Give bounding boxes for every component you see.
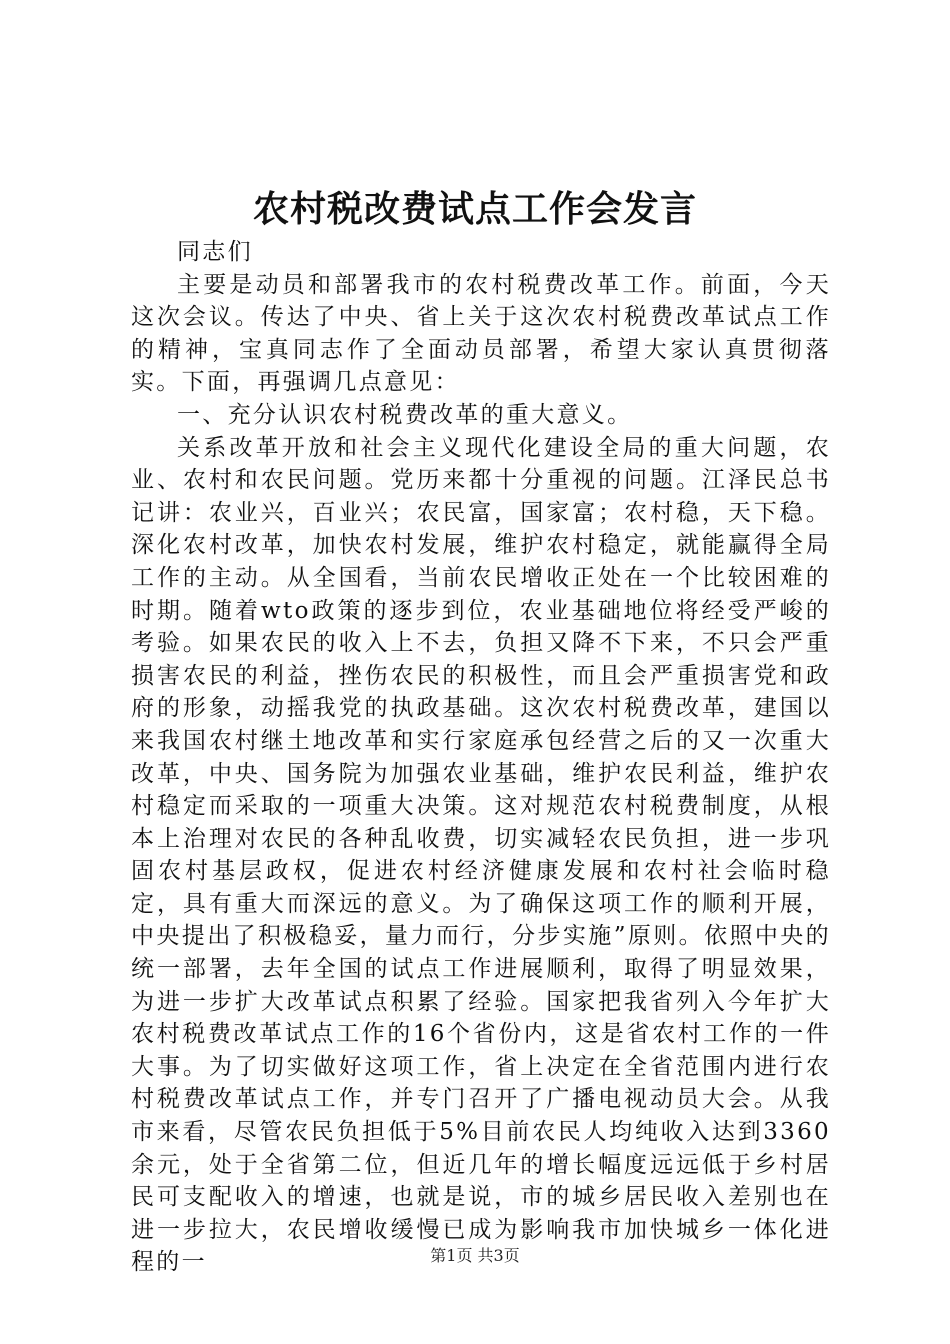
salutation-paragraph: 同志们 [177,239,253,265]
body-paragraph: 关系改革开放和社会主义现代化建设全局的重大问题，农业、农村和农民问题。党历来都十分重视的问题。江泽民总书记讲：农业兴，百业兴；农民富，国家富；农村稳，天下稳。深化农村改革，加快农村发展，维护农村稳定，就能赢得全局工作的主动。从全国看，当前农民增收正处在一个比较困难的时期。随着wto政策的逐步到位，农业基础地位将经受严峻的考验。如果农民的收入上不去，负担又降不下来，不只会严重损害农民的利益，挫伤农民的积极性，而且会严重损害党和政府的形象，动摇我党的执政基础。这次农村税费改革，建国以来我国农村继土地改革和实行家庭承包经营之后的又一次重大改革，中央、国务院为加强农业基础，维护农民利益，维护农村稳定而采取的一项重大决策。这对规范农村税费制度，从根本上治理对农民的各种乱收费，切实减轻农民负担，进一步巩固农村基层政权，促进农村经济健康发展和农村社会临时稳定，具有重大而深远的意义。为了确保这项工作的顺利开展，中央提出了积极稳妥，量力而行，分步实施”原则。依照中央的统一部署，去年全国的试点工作进展顺利，取得了明显效果，为进一步扩大改革试点积累了经验。国家把我省列入今年扩大农村税费改革试点工作的16个省份内，这是省农村工作的一件大事。为了切实做好这项工作，省上决定在全省范围内进行农村税费改革试点工作，并专门召开了广播电视动员大会。从我市来看，尽管农民负担低于5%目前农民人均纯收入达到3360余元，处于全省第二位，但近几年的增长幅度远远低于乡村居民可支配收入的增速，也就是说，市的城乡居民收入差别也在进一步拉大，农民增收缓慢已成为影响我市加快城乡一体化进程的一 [131,434,831,1276]
intro-paragraph: 主要是动员和部署我市的农村税费改革工作。前面，今天这次会议。传达了中央、省上关于这次农村税费改革试点工作的精神，宝真同志作了全面动员部署，希望大家认真贯彻落实。下面，再强调几点意见： [131,271,831,396]
page-footer: 第1页 共3页 [430,1246,520,1265]
document-title: 农村税改费试点工作会发言 [252,188,697,230]
document-body [131,236,831,1279]
section-heading-1: 一、充分认识农村税费改革的重大意义。 [177,401,633,428]
